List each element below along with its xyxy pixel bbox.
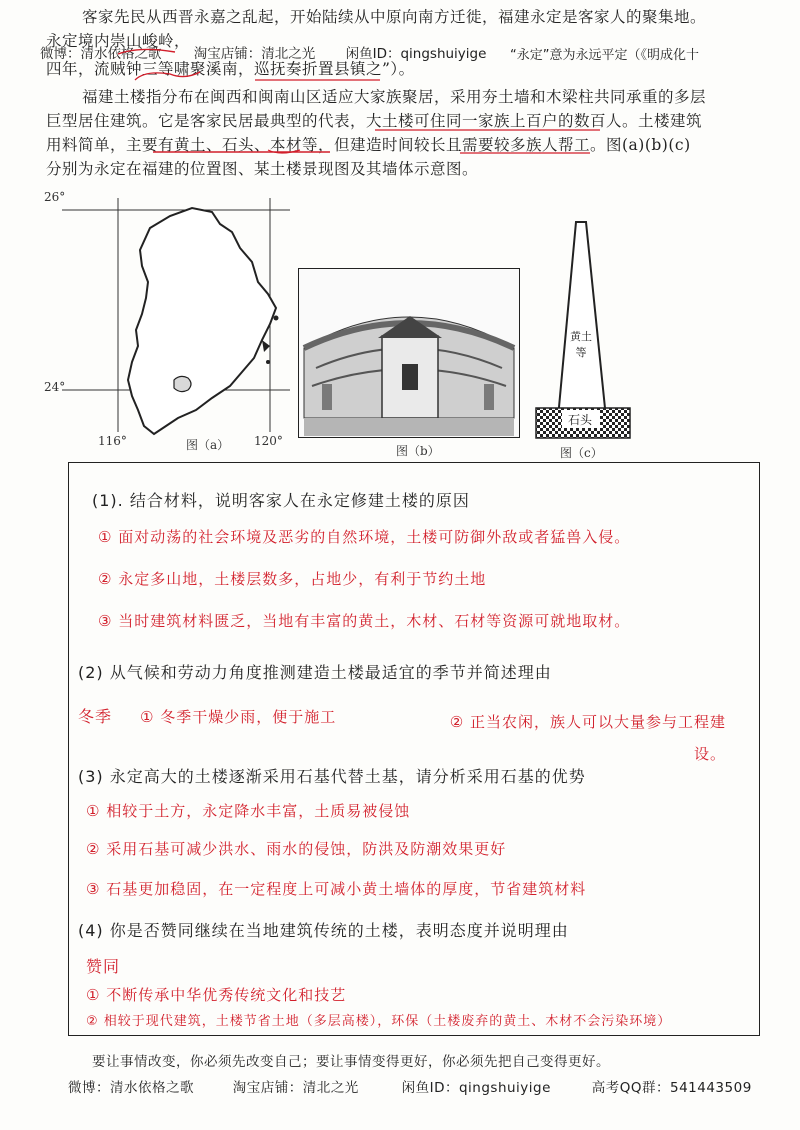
wall-upper-label: 黄土等 (570, 330, 592, 359)
intro-line-1: 客家先民从西晋永嘉之乱起，开始陆续从中原向南方迁徙，福建永定是客家人的聚集地。 (82, 8, 707, 26)
q3-answer-1: ① 相较于土方，永定降水丰富，土质易被侵蚀 (86, 802, 411, 820)
top-watermark-weibo: 微博：清水依格之歌 (40, 46, 162, 62)
top-watermark-taobao: 淘宝店铺：清北之光 (193, 46, 316, 62)
figure-c (528, 218, 638, 463)
figure-a (44, 190, 292, 455)
label-lon-116: 116° (98, 434, 127, 448)
footer-motto: 要让事情改变，你必须先改变自己；要让事情变得更好，你必须先把自己变得更好。 (92, 1054, 610, 1070)
footer-contacts (68, 1076, 752, 1096)
label-lat-26: 26° (44, 190, 66, 204)
intro-line-2: 永定境内崇山峻岭， (46, 32, 191, 50)
q1-prompt: (1). 结合材料，说明客家人在永定修建土楼的原因 (92, 491, 470, 510)
footer-taobao: 淘宝店铺：清北之光 (232, 1080, 359, 1096)
intro-para2-line-3: 用料简单，主要有黄土、石头、本材等，但建造时间较长且需要较多族人帮工。图(a)(b)(c) (46, 136, 691, 154)
q4-answer-2: ② 相较于现代建筑，土楼节省土地（多层高楼），环保（土楼废弃的黄土、木材不会污染环境） (86, 1014, 672, 1029)
figure-b (298, 268, 520, 458)
q2-answer-1: ① 冬季干燥少雨，便于施工 (140, 708, 337, 726)
intro-line-3: 四年，流贼钟三等啸聚溪南，巡抚奏折置县镇之”）。 (46, 60, 415, 78)
top-watermark-note: “永定”意为永远平定（《明成化十 (510, 48, 699, 63)
intro-para2-line-2: 巨型居住建筑。它是客家民居最典型的代表，大土楼可住同一家族上百户的数百人。土楼建筑 (46, 112, 703, 130)
q2-prompt: (2) 从气候和劳动力角度推测建造土楼最适宜的季节并简述理由 (78, 663, 552, 682)
q1-answer-2: ② 永定多山地，土楼层数多，占地少，有利于节约土地 (98, 570, 487, 588)
caption-figure-b: 图（b） (396, 444, 440, 458)
yongding-shaded-area (174, 376, 191, 391)
q1-answer-3: ③ 当时建筑材料匮乏，当地有丰富的黄土，木材、石材等资源可就地取材。 (98, 612, 631, 630)
label-lon-120: 120° (254, 434, 283, 448)
q4-stance: 赞同 (86, 957, 121, 976)
caption-figure-a: 图（a） (186, 438, 230, 452)
intro-para2-line-4: 分别为永定在福建的位置图、某土楼景现图及其墙体示意图。 (46, 160, 479, 178)
label-lat-24: 24° (44, 380, 66, 394)
q3-answer-2: ② 采用石基可减少洪水、雨水的侵蚀，防洪及防潮效果更好 (86, 840, 507, 858)
wall-lower-label: 石头 (568, 413, 593, 427)
footer-qq: 高考QQ群：541443509 (591, 1080, 752, 1096)
q4-prompt: (4) 你是否赞同继续在当地建筑传统的土楼，表明态度并说明理由 (78, 921, 569, 940)
q3-prompt: (3) 永定高大的土楼逐渐采用石基代替土基，请分析采用石基的优势 (78, 767, 586, 786)
q4-answer-1: ① 不断传承中华优秀传统文化和技艺 (86, 986, 347, 1004)
q1-answer-1: ① 面对动荡的社会环境及恶劣的自然环境，土楼可防御外敌或者猛兽入侵。 (98, 528, 631, 546)
tulou-photo (298, 268, 520, 438)
footer-xianyu: 闲鱼ID：qingshuiyige (401, 1080, 551, 1096)
caption-figure-c: 图（c） (560, 446, 603, 460)
q3-answer-3: ③ 石基更加稳固，在一定程度上可减小黄土墙体的厚度，节省建筑材料 (86, 880, 587, 898)
top-watermark-xianyu: 闲鱼ID：qingshuiyige (345, 46, 487, 62)
intro-para2-line-1: 福建土楼指分布在闽西和闽南山区适应大家族聚居，采用夯土墙和木梁柱共同承重的多层 (82, 88, 707, 106)
fujian-map (62, 190, 292, 455)
footer-weibo: 微博：清水依格之歌 (68, 1080, 194, 1096)
q2-answer-2: ② 正当农闲，族人可以大量参与工程建设。 (449, 713, 726, 763)
q2-season: 冬季 (78, 707, 113, 726)
